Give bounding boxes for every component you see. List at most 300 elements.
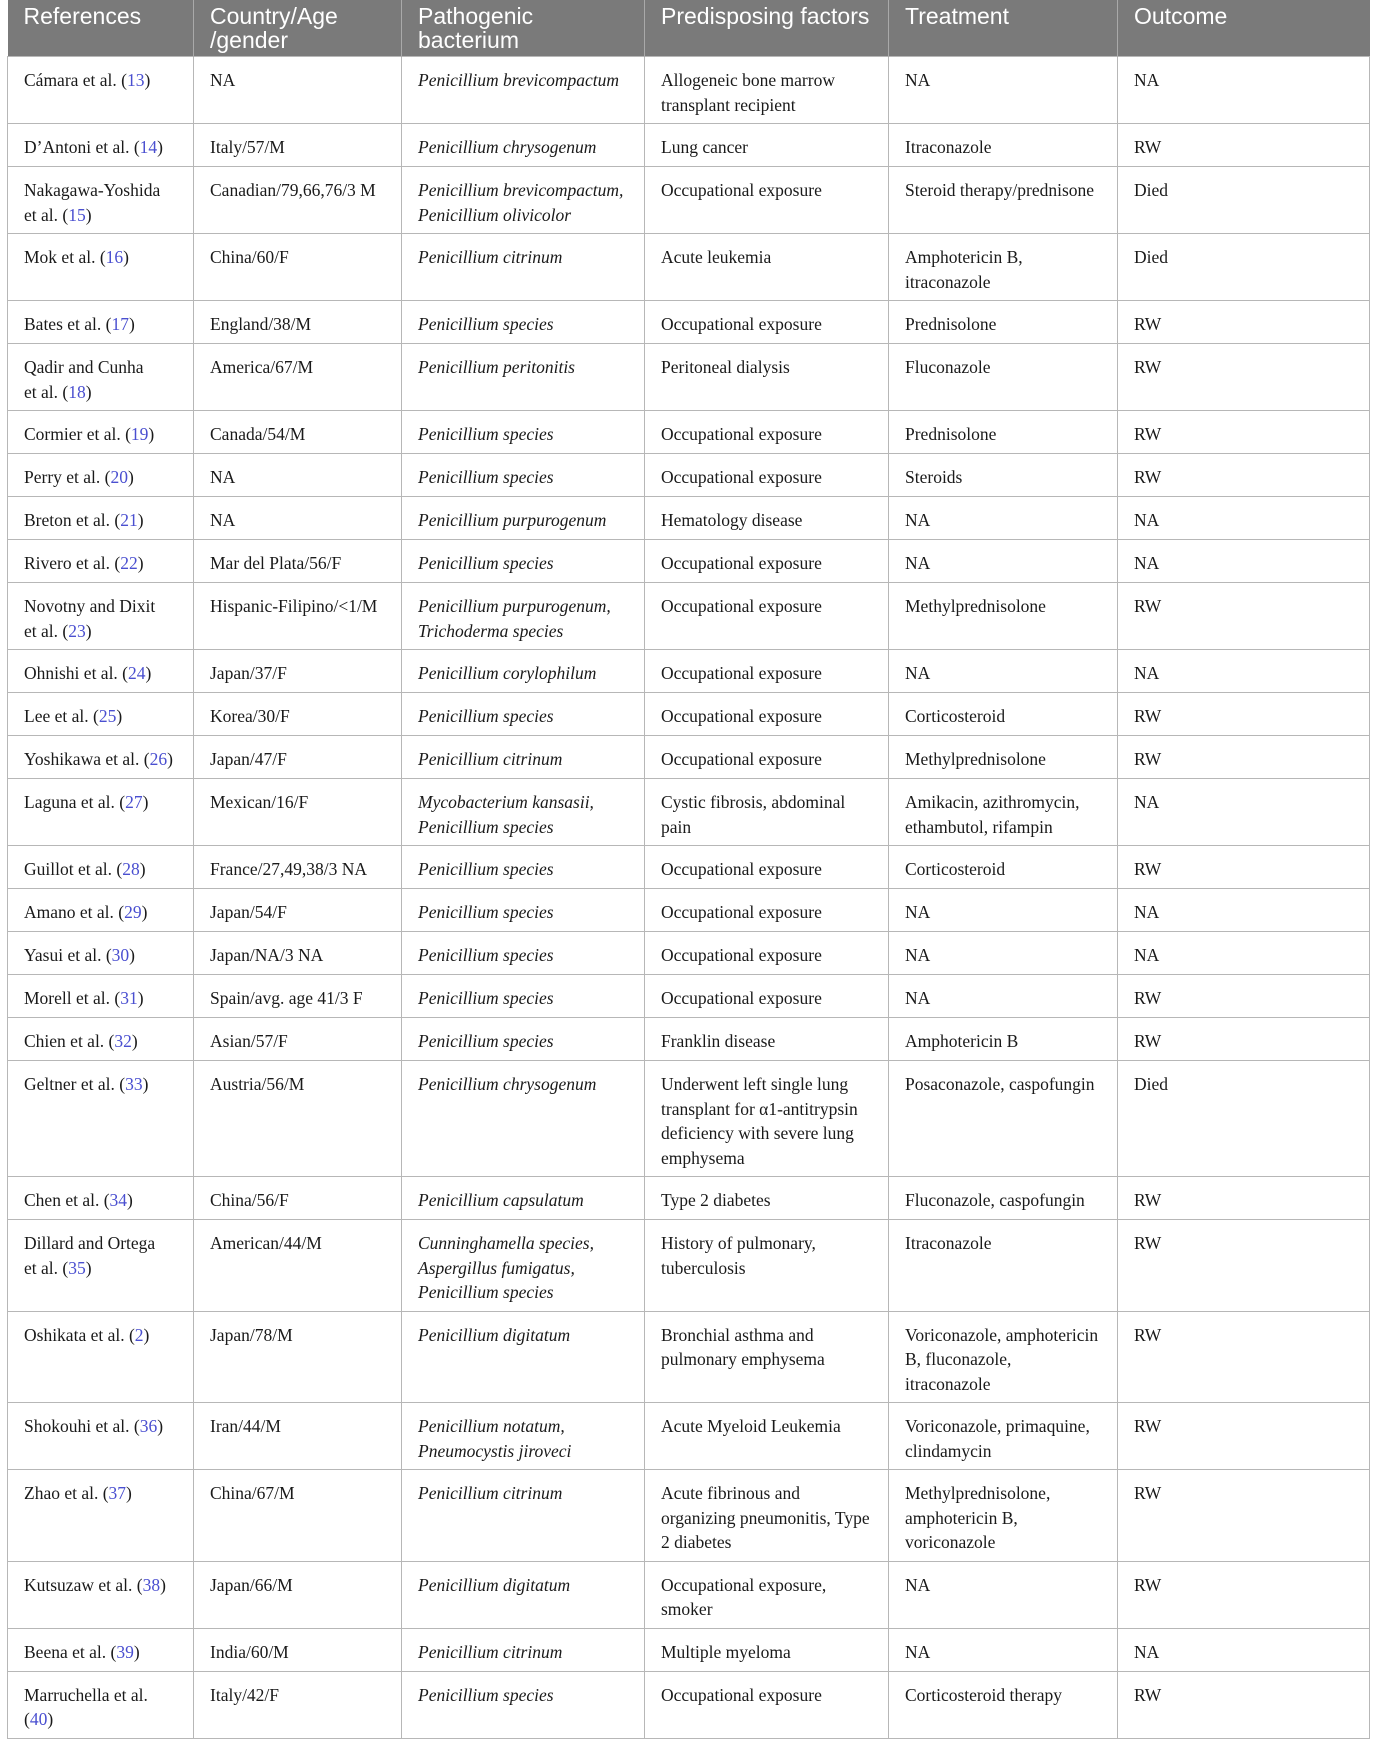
cell-reference <box>8 167 194 234</box>
cell-predisposing-factors <box>645 57 889 124</box>
cell-country-age-gender: Japan/78/M <box>194 1311 402 1403</box>
reference-text: ) <box>137 988 144 1008</box>
cell-country-age-gender: China/67/M <box>194 1470 402 1562</box>
citation-link[interactable]: 31 <box>120 988 138 1008</box>
reference-text: ) <box>139 859 146 879</box>
citation-link[interactable]: 13 <box>127 70 145 90</box>
cell-country-age-gender: Mexican/16/F <box>194 779 402 846</box>
cell-pathogenic-bacterium <box>402 1311 645 1403</box>
treatment-text: Voriconazole, primaquine, <box>905 1416 1090 1436</box>
header-text: Treatment <box>905 3 1009 29</box>
cell-outcome: RW <box>1118 1470 1370 1562</box>
reference-text: ) <box>137 510 144 530</box>
citation-link[interactable]: 29 <box>124 902 142 922</box>
citation-link[interactable]: 26 <box>149 749 168 769</box>
treatment-text: Steroids <box>905 467 963 487</box>
reference-text: Oshikata et al. ( <box>24 1324 135 1345</box>
cell-outcome: Died <box>1118 1061 1370 1177</box>
factors-text: 2 diabetes <box>661 1532 732 1552</box>
cell-treatment <box>889 454 1118 497</box>
cell-country-age-gender: Japan/37/F <box>194 650 402 693</box>
cell-predisposing-factors <box>645 779 889 846</box>
cell-treatment <box>889 497 1118 540</box>
factors-text: Acute leukemia <box>661 247 772 267</box>
table-row <box>8 540 1370 583</box>
cell-outcome: RW <box>1118 1220 1370 1312</box>
treatment-text: NA <box>905 553 931 573</box>
cell-treatment <box>889 736 1118 779</box>
treatment-text: Steroid therapy/prednisone <box>905 180 1095 200</box>
cell-predisposing-factors <box>645 1628 889 1671</box>
cell-outcome: NA <box>1118 650 1370 693</box>
table-container <box>7 0 1369 1739</box>
cell-country-age-gender: Italy/57/M <box>194 124 402 167</box>
reference-text: ) <box>116 706 123 726</box>
factors-text: Multiple myeloma <box>661 1641 791 1662</box>
reference-text: ) <box>142 1074 149 1094</box>
cell-predisposing-factors <box>645 650 889 693</box>
cell-pathogenic-bacterium <box>402 736 645 779</box>
reference-text: ) <box>85 204 92 225</box>
cell-outcome: NA <box>1118 932 1370 975</box>
cell-reference <box>8 889 194 932</box>
cell-predisposing-factors <box>645 736 889 779</box>
cell-pathogenic-bacterium <box>402 932 645 975</box>
cell-treatment <box>889 779 1118 846</box>
reference-text: ) <box>123 247 129 267</box>
cell-pathogenic-bacterium <box>402 1628 645 1671</box>
treatment-text: Corticosteroid <box>905 859 1006 879</box>
header-treatment <box>889 0 1118 57</box>
cell-predisposing-factors <box>645 1061 889 1177</box>
factors-text: Occupational exposure <box>661 180 822 200</box>
table-row <box>8 234 1370 301</box>
reference-text: ) <box>142 792 149 812</box>
reference-text: ) <box>137 553 144 573</box>
reference-text: ) <box>126 1483 132 1503</box>
table-row <box>8 846 1370 889</box>
factors-text: Occupational exposure <box>661 553 822 573</box>
cell-outcome: NA <box>1118 889 1370 932</box>
bacterium-text: Penicillium species <box>418 988 554 1008</box>
cell-predisposing-factors <box>645 932 889 975</box>
reference-text: Shokouhi et al. ( <box>24 1416 140 1436</box>
treatment-text: NA <box>905 1574 931 1595</box>
header-pathogenic-bacterium <box>402 0 645 57</box>
cell-country-age-gender: Japan/66/M <box>194 1561 402 1628</box>
factors-text: Occupational exposure <box>661 749 822 769</box>
cell-outcome: RW <box>1118 301 1370 344</box>
treatment-text: Prednisolone <box>905 424 997 444</box>
treatment-text: Amphotericin B, <box>905 247 1023 267</box>
cell-reference <box>8 1061 194 1177</box>
cell-reference <box>8 57 194 124</box>
cell-treatment <box>889 1061 1118 1177</box>
cell-pathogenic-bacterium <box>402 1061 645 1177</box>
factors-text: Peritoneal dialysis <box>661 357 790 377</box>
cell-pathogenic-bacterium <box>402 167 645 234</box>
bacterium-text: Penicillium species <box>418 1684 554 1705</box>
bacterium-text: Penicillium citrinum <box>418 1641 563 1662</box>
table-row <box>8 301 1370 344</box>
citation-link[interactable]: 33 <box>125 1074 143 1094</box>
bacterium-text: Penicillium citrinum <box>418 1483 563 1503</box>
factors-text: Underwent left single lung <box>661 1074 849 1094</box>
citation-link[interactable]: 20 <box>110 467 128 487</box>
citation-link[interactable]: 32 <box>114 1031 132 1051</box>
cell-predisposing-factors <box>645 124 889 167</box>
citation-link[interactable]: 24 <box>128 663 146 683</box>
cell-treatment <box>889 1561 1118 1628</box>
cell-treatment <box>889 1311 1118 1403</box>
reference-text: ) <box>47 1709 54 1729</box>
reference-text: ) <box>157 137 163 157</box>
cell-predisposing-factors <box>645 1671 889 1738</box>
factors-text: Occupational exposure <box>661 706 822 726</box>
citation-link[interactable]: 30 <box>111 945 130 965</box>
treatment-text: Amikacin, azithromycin, <box>905 792 1080 812</box>
cell-reference <box>8 301 194 344</box>
cell-pathogenic-bacterium <box>402 1470 645 1562</box>
table-row <box>8 932 1370 975</box>
factors-text: Acute fibrinous and <box>661 1483 800 1503</box>
cell-predisposing-factors <box>645 1177 889 1220</box>
reference-text: Lee et al. ( <box>24 706 99 726</box>
reference-text: Kutsuzaw et al. ( <box>24 1574 143 1595</box>
cell-pathogenic-bacterium <box>402 411 645 454</box>
cell-reference <box>8 540 194 583</box>
treatment-text: NA <box>905 663 931 683</box>
table-header <box>8 0 1370 57</box>
table-row <box>8 583 1370 650</box>
cell-treatment <box>889 344 1118 411</box>
citation-link[interactable]: 35 <box>68 1257 86 1278</box>
factors-text: transplant recipient <box>661 94 796 115</box>
cell-country-age-gender: Asian/57/F <box>194 1018 402 1061</box>
cell-pathogenic-bacterium <box>402 1018 645 1061</box>
reference-text: ) <box>131 1031 138 1051</box>
cell-predisposing-factors <box>645 693 889 736</box>
treatment-text: Posaconazole, caspofungin <box>905 1074 1095 1094</box>
table-row <box>8 1177 1370 1220</box>
cell-pathogenic-bacterium <box>402 846 645 889</box>
cell-pathogenic-bacterium <box>402 583 645 650</box>
cell-reference <box>8 1220 194 1312</box>
treatment-text: Corticosteroid therapy <box>905 1684 1062 1705</box>
bacterium-text: Penicillium species <box>418 314 554 334</box>
treatment-text: NA <box>905 902 931 922</box>
treatment-text: Itraconazole <box>905 137 992 157</box>
header-references <box>8 0 194 57</box>
cell-treatment <box>889 57 1118 124</box>
citation-link[interactable]: 21 <box>120 510 138 530</box>
citation-link[interactable]: 37 <box>108 1483 127 1503</box>
cell-country-age-gender: NA <box>194 454 402 497</box>
citation-link[interactable]: 16 <box>105 247 124 267</box>
citation-link[interactable]: 39 <box>116 1641 134 1662</box>
cell-predisposing-factors <box>645 167 889 234</box>
treatment-text: NA <box>905 1641 931 1662</box>
cell-country-age-gender: China/56/F <box>194 1177 402 1220</box>
treatment-text: Voriconazole, amphotericin <box>905 1324 1099 1345</box>
cell-predisposing-factors <box>645 454 889 497</box>
bacterium-text: Penicillium species <box>418 424 554 444</box>
bacterium-text: Penicillium digitatum <box>418 1324 571 1345</box>
reference-text: Beena et al. ( <box>24 1641 117 1662</box>
cell-reference <box>8 1470 194 1562</box>
citation-link[interactable]: 38 <box>142 1574 161 1595</box>
citation-link[interactable]: 18 <box>68 381 86 402</box>
header-text: bacterium <box>418 27 519 53</box>
cell-outcome: RW <box>1118 1671 1370 1738</box>
cell-country-age-gender: Austria/56/M <box>194 1061 402 1177</box>
citation-link[interactable]: 17 <box>111 314 129 334</box>
table-row <box>8 344 1370 411</box>
cell-predisposing-factors <box>645 1470 889 1562</box>
table-row <box>8 1061 1370 1177</box>
cell-pathogenic-bacterium <box>402 1177 645 1220</box>
reference-text: ) <box>148 424 155 444</box>
cell-pathogenic-bacterium <box>402 454 645 497</box>
cell-outcome: RW <box>1118 1018 1370 1061</box>
cell-country-age-gender: American/44/M <box>194 1220 402 1312</box>
factors-text: Hematology disease <box>661 510 803 530</box>
bacterium-text: Penicillium peritonitis <box>418 357 575 377</box>
reference-text: Breton et al. ( <box>24 510 121 530</box>
treatment-text: amphotericin B, <box>905 1507 1018 1528</box>
citation-link[interactable]: 19 <box>130 424 149 444</box>
bacterium-text: Penicillium purpurogenum <box>418 510 607 530</box>
header-text: References <box>23 3 142 29</box>
header-text: Outcome <box>1134 3 1228 29</box>
factors-text: Occupational exposure <box>661 424 822 444</box>
reference-text: Cámara et al. ( <box>24 70 128 90</box>
factors-text: Franklin disease <box>661 1031 776 1051</box>
citation-link[interactable]: 14 <box>139 137 158 157</box>
citation-link[interactable]: 25 <box>98 706 117 726</box>
treatment-text: NA <box>905 988 931 1008</box>
cell-predisposing-factors <box>645 889 889 932</box>
treatment-text: NA <box>905 70 931 90</box>
reference-text: et al. ( <box>24 1257 69 1278</box>
header-text: Predisposing factors <box>661 3 870 29</box>
header-text: Country/Age <box>210 3 338 29</box>
cell-outcome: NA <box>1118 779 1370 846</box>
table-row <box>8 1561 1370 1628</box>
cell-country-age-gender: Japan/54/F <box>194 889 402 932</box>
bacterium-text: Penicillium species <box>418 1282 554 1302</box>
citation-link[interactable]: 23 <box>68 620 86 641</box>
factors-text: History of pulmonary, <box>661 1233 816 1253</box>
cell-reference <box>8 693 194 736</box>
factors-text: transplant for α1-antitrypsin <box>661 1098 858 1119</box>
cell-country-age-gender: China/60/F <box>194 234 402 301</box>
cell-treatment <box>889 889 1118 932</box>
table-row <box>8 167 1370 234</box>
cell-pathogenic-bacterium <box>402 540 645 583</box>
reference-text: Laguna et al. ( <box>24 792 126 812</box>
reference-text: Amano et al. ( <box>24 902 125 922</box>
treatment-text: clindamycin <box>905 1440 992 1461</box>
cell-predisposing-factors <box>645 540 889 583</box>
bacterium-text: Penicillium species <box>418 816 554 837</box>
treatment-text: ethambutol, rifampin <box>905 816 1053 837</box>
cell-treatment <box>889 1470 1118 1562</box>
citation-link[interactable]: 34 <box>109 1190 128 1210</box>
cell-reference <box>8 1671 194 1738</box>
cell-reference <box>8 1628 194 1671</box>
cell-reference <box>8 234 194 301</box>
cell-outcome: RW <box>1118 583 1370 650</box>
cell-predisposing-factors <box>645 234 889 301</box>
cell-reference <box>8 497 194 540</box>
reference-text: Zhao et al. ( <box>24 1483 109 1503</box>
cell-outcome: RW <box>1118 454 1370 497</box>
reference-text: ) <box>167 749 173 769</box>
case-reports-table <box>7 0 1370 1739</box>
cell-treatment <box>889 124 1118 167</box>
header-country-age-gender <box>194 0 402 57</box>
cell-treatment <box>889 1671 1118 1738</box>
cell-treatment <box>889 301 1118 344</box>
cell-pathogenic-bacterium <box>402 57 645 124</box>
header-row <box>8 0 1370 57</box>
reference-text: et al. ( <box>24 204 69 225</box>
cell-treatment <box>889 975 1118 1018</box>
table-row <box>8 497 1370 540</box>
factors-text: Acute Myeloid Leukemia <box>661 1416 841 1436</box>
cell-pathogenic-bacterium <box>402 975 645 1018</box>
treatment-text: Itraconazole <box>905 1233 992 1253</box>
cell-reference <box>8 779 194 846</box>
cell-reference <box>8 124 194 167</box>
factors-text: Occupational exposure <box>661 859 822 879</box>
citation-link[interactable]: 40 <box>29 1709 48 1729</box>
cell-outcome: RW <box>1118 1403 1370 1470</box>
citation-link[interactable]: 27 <box>125 792 143 812</box>
cell-outcome: RW <box>1118 411 1370 454</box>
cell-country-age-gender: France/27,49,38/3 NA <box>194 846 402 889</box>
bacterium-text: Penicillium citrinum <box>418 247 563 267</box>
treatment-text: Prednisolone <box>905 314 997 334</box>
treatment-text: Fluconazole, caspofungin <box>905 1190 1085 1210</box>
cell-outcome: RW <box>1118 736 1370 779</box>
reference-text: Dillard and Ortega <box>24 1233 156 1253</box>
reference-text: ) <box>85 620 92 641</box>
cell-country-age-gender: NA <box>194 57 402 124</box>
citation-link[interactable]: 36 <box>139 1416 158 1436</box>
cell-reference <box>8 583 194 650</box>
factors-text: Occupational exposure <box>661 467 822 487</box>
cell-outcome: RW <box>1118 975 1370 1018</box>
table-row <box>8 1018 1370 1061</box>
cell-country-age-gender: England/38/M <box>194 301 402 344</box>
cell-reference <box>8 736 194 779</box>
cell-country-age-gender: Korea/30/F <box>194 693 402 736</box>
cell-outcome: RW <box>1118 124 1370 167</box>
reference-text: et al. ( <box>24 620 69 641</box>
reference-text: Perry et al. ( <box>24 467 111 487</box>
reference-text: Morell et al. ( <box>24 988 121 1008</box>
bacterium-text: Pneumocystis jiroveci <box>418 1440 572 1461</box>
cell-outcome: RW <box>1118 1561 1370 1628</box>
header-text: Pathogenic <box>418 3 534 29</box>
cell-pathogenic-bacterium <box>402 650 645 693</box>
cell-predisposing-factors <box>645 1311 889 1403</box>
cell-treatment <box>889 650 1118 693</box>
cell-outcome: NA <box>1118 497 1370 540</box>
cell-pathogenic-bacterium <box>402 1561 645 1628</box>
citation-link[interactable]: 15 <box>68 204 86 225</box>
cell-reference <box>8 975 194 1018</box>
reference-text: Rivero et al. ( <box>24 553 121 573</box>
reference-text: Yasui et al. ( <box>24 945 112 965</box>
cell-treatment <box>889 693 1118 736</box>
table-row <box>8 1311 1370 1403</box>
reference-text: et al. ( <box>24 381 69 402</box>
citation-link[interactable]: 22 <box>120 553 138 573</box>
cell-reference <box>8 1018 194 1061</box>
cell-treatment <box>889 167 1118 234</box>
factors-text: Occupational exposure <box>661 314 822 334</box>
cell-country-age-gender: Iran/44/M <box>194 1403 402 1470</box>
table-row <box>8 1628 1370 1671</box>
header-text: /gender <box>210 27 289 53</box>
bacterium-text: Penicillium species <box>418 902 554 922</box>
cell-treatment <box>889 234 1118 301</box>
cell-treatment <box>889 1403 1118 1470</box>
cell-pathogenic-bacterium <box>402 693 645 736</box>
factors-text: tuberculosis <box>661 1257 746 1278</box>
table-row <box>8 650 1370 693</box>
cell-pathogenic-bacterium <box>402 889 645 932</box>
reference-text: Qadir and Cunha <box>24 357 144 377</box>
cell-treatment <box>889 1220 1118 1312</box>
treatment-text: Amphotericin B <box>905 1031 1019 1051</box>
reference-text: Cormier et al. ( <box>24 424 131 444</box>
reference-text: ) <box>145 663 152 683</box>
cell-pathogenic-bacterium <box>402 301 645 344</box>
cell-predisposing-factors <box>645 1403 889 1470</box>
citation-link[interactable]: 28 <box>122 859 140 879</box>
citation-link[interactable]: 2 <box>134 1324 144 1345</box>
reference-text: Marruchella et al. ( <box>24 1684 148 1729</box>
reference-text: ) <box>85 1257 92 1278</box>
cell-outcome: RW <box>1118 1177 1370 1220</box>
cell-country-age-gender: Japan/NA/3 NA <box>194 932 402 975</box>
table-row <box>8 1470 1370 1562</box>
cell-predisposing-factors <box>645 344 889 411</box>
bacterium-text: Penicillium species <box>418 467 554 487</box>
bacterium-text: Penicillium species <box>418 1031 554 1051</box>
cell-pathogenic-bacterium <box>402 234 645 301</box>
factors-text: Occupational exposure <box>661 596 822 616</box>
treatment-text: B, fluconazole, itraconazole <box>905 1349 1012 1394</box>
factors-text: Type 2 diabetes <box>661 1190 771 1210</box>
cell-reference <box>8 1403 194 1470</box>
table-row <box>8 975 1370 1018</box>
factors-text: smoker <box>661 1599 713 1619</box>
cell-predisposing-factors <box>645 497 889 540</box>
header-outcome <box>1118 0 1370 57</box>
reference-text: Chien et al. ( <box>24 1031 115 1051</box>
factors-text: Occupational exposure <box>661 988 822 1008</box>
table-row <box>8 693 1370 736</box>
factors-text: pain <box>661 816 692 837</box>
bacterium-text: Trichoderma species <box>418 620 564 641</box>
factors-text: Cystic fibrosis, abdominal <box>661 792 846 812</box>
cell-predisposing-factors <box>645 975 889 1018</box>
